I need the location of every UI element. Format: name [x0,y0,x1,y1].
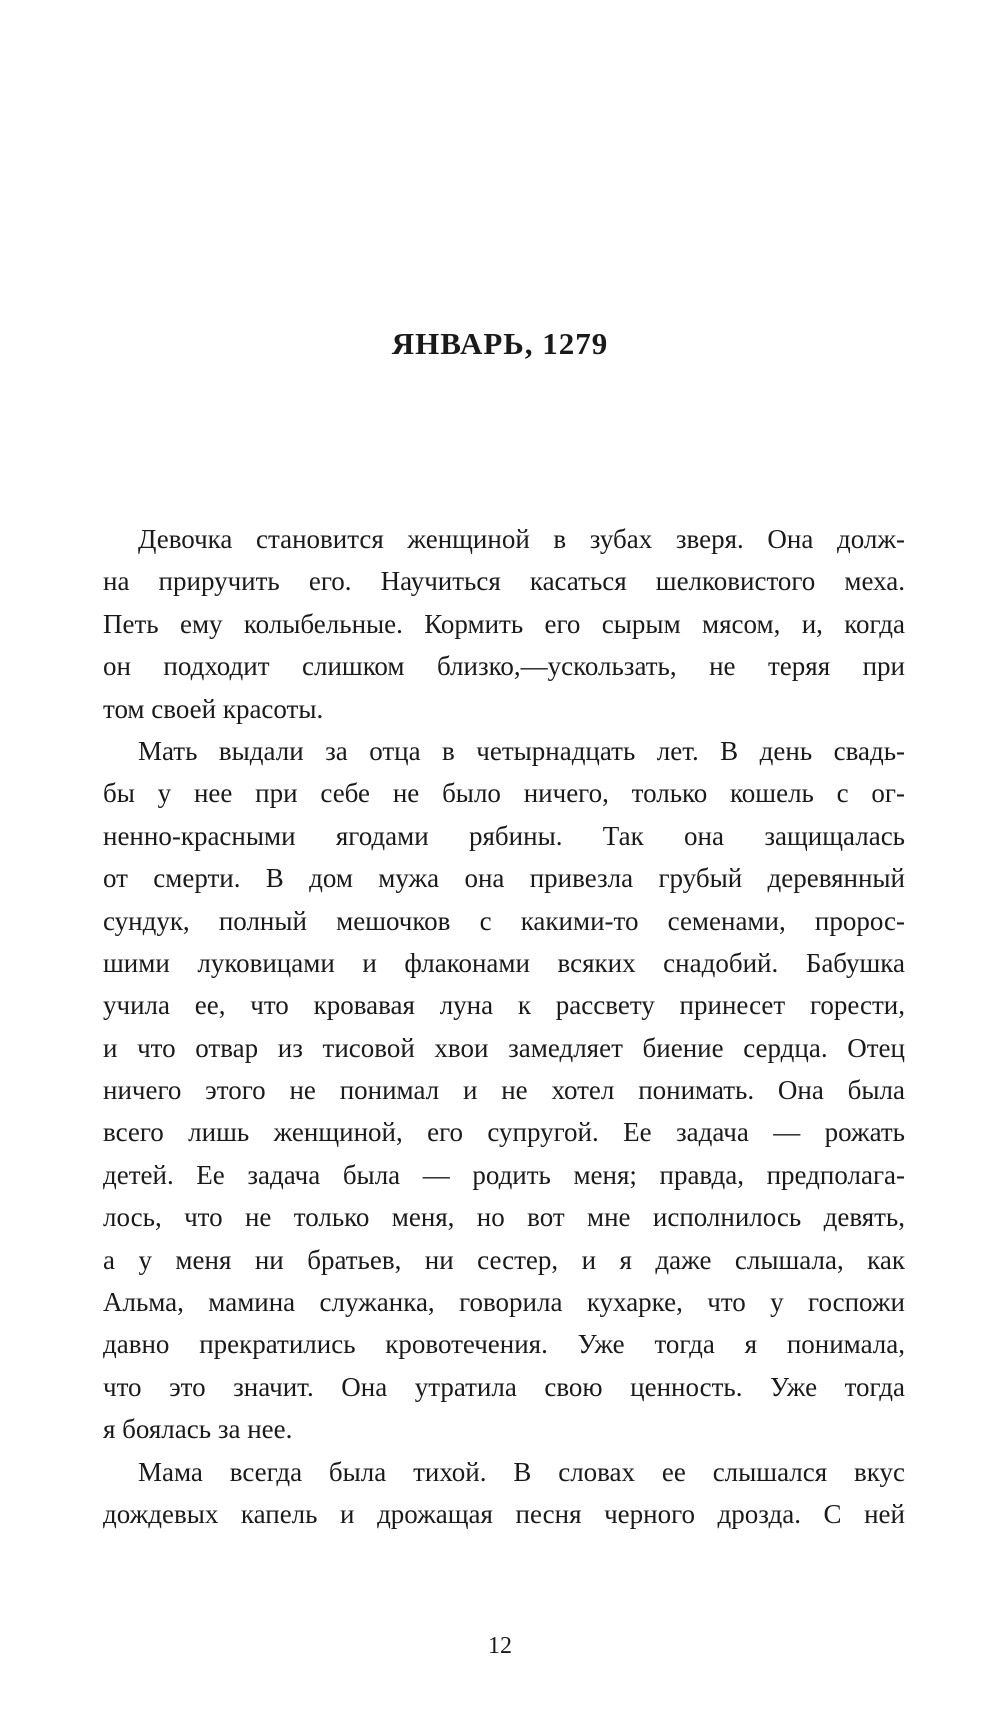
text-line: Мама всегда была тихой. В словах ее слышался вкус [138,1456,905,1487]
chapter-title: ЯНВАРЬ, 1279 [391,326,609,361]
text-line: сундук, полный мешочков с какими-то семенами, пророс- [103,905,905,936]
text-line: что это значит. Она утратила свою ценность. Уже тогда [103,1371,905,1402]
text-line: и что отвар из тисовой хвои замедляет биение сердца. Отец [103,1032,905,1063]
text-line: Мать выдали за отца в четырнадцать лет. В день свадь- [138,735,905,766]
page-number: 12 [488,1633,512,1659]
text-line: я боялась за нее. [103,1414,293,1445]
text-line: на приручить его. Научиться касаться шелковистого меха. [103,566,905,597]
text-line: Девочка становится женщиной в зубах зверя. Она долж- [138,524,905,554]
text-line: ничего этого не понимал и не хотел понимать. Она была [103,1075,905,1106]
paragraph [103,1451,905,1536]
text-line: шими луковицами и флаконами всяких снадобий. Бабушка [103,947,905,978]
text-line: от смерти. В дом мужа она привезла грубый деревянный [103,863,905,894]
text-line: детей. Ее задача была — родить меня; правда, предполага- [103,1159,905,1190]
text-line: ненно-красными ягодами рябины. Так она защищалась [103,820,905,851]
text-line: лось, что не только меня, но вот мне исполнилось девять, [103,1202,905,1233]
text-line: учила ее, что кровавая луна к рассвету принесет горести, [103,990,905,1021]
text-line: Петь ему колыбельные. Кормить его сырым мясом, и, когда [103,608,905,639]
text-line: бы у нее при себе не было ничего, только кошель с ог- [103,778,905,809]
text-line: всего лишь женщиной, его супругой. Ее задача — рожать [103,1117,905,1148]
text-line: том своей красоты. [103,693,324,724]
text-line: Альма, мамина служанка, говорила кухарке, что у госпожи [103,1287,905,1318]
paragraph [103,518,905,730]
paragraph [103,730,905,1451]
text-line: дождевых капель и дрожащая песня черного дрозда. С ней [103,1498,905,1529]
text-line: он подходит слишком близко,—ускользать, не теряя при [103,651,905,682]
text-line: давно прекратились кровотечения. Уже тогда я понимала, [103,1329,905,1360]
text-line: а у меня ни братьев, ни сестер, и я даже слышала, как [103,1244,905,1275]
body-text [103,518,905,1535]
